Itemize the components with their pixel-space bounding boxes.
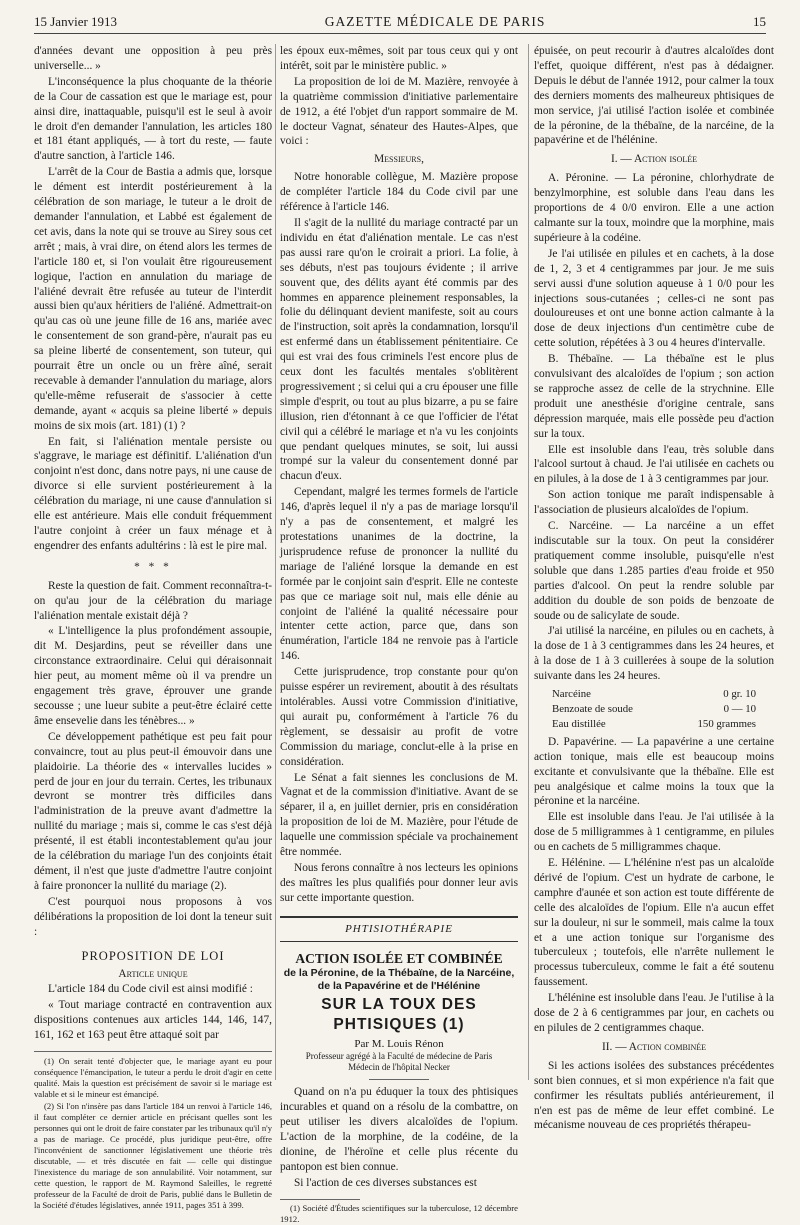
affiliation-line: Médecin de l'hôpital Necker <box>348 1062 450 1073</box>
paragraph: Ce développement pathétique est peu fait pour convaincre, tout au plus peut-il émouvoir dans une plaidoirie. La théorie des « intervalles lucides » perd de jour en jour du terrain. Certes, les tribunaux devront se montrer très difficiles dans l'administration de la preuve avant d'admettre la nullité du mariage ; mais si, comme le cas s'est déjà présenté, il est établi incontestablement qu'au jour de la célébration du mariage l'un des conjoints était dément, il n'est que juste d'admettre l'autre conjoint à faire prononcer la nullité du mariage (2). <box>34 730 272 892</box>
column-divider <box>528 44 529 1080</box>
footnote: (2) Si l'on n'insère pas dans l'article 184 un renvoi à l'article 146, il faut compléter ce dernier article en précisant quelles sont les personnes qui ont le droit de faire constater par les tribunaux qu'il n'y a pas de mariage. Ce procédé, plus juridique peut-être, offre l'inconvénient de sanctionner législativement une théorie très discutable, — et très discutée en fait — celle qui distingue l'inexistence du mariage de son annulabilité. Voir notamment, sur cette question, le rapport de M. Raymond Saleilles, le regretté professeur de la Faculté de droit de Paris, publié dans le Bulletin de la Société d'études législatives, année 1911, pages 351 à 399. <box>34 1100 272 1210</box>
journal-title: GAZETTE MÉDICALE DE PARIS <box>324 14 546 29</box>
paragraph: L'hélénine est insoluble dans l'eau. Je l'utilise à la dose de 2 à 6 centigrammes par jour, en cachets ou en pilules de 2 centigrammes chaque. <box>534 992 774 1034</box>
paragraph: Si l'action de ces diverses substances est <box>294 1176 477 1189</box>
footnotes <box>34 1051 272 1211</box>
paragraph: E. Hélénine. — L'hélénine n'est pas un alcaloïde dérivé de l'opium. C'est un hydrate de carbone, le camphre d'aunée et son action est toute différente de celle des alcaloïdes de l'opium. Elle n'a aucun effet sur la douleur, ni sur le sommeil, mais calme la toux et a une action tonique sur l'organisme des tuberculeux ; toutefois, elle n'arrête nullement le processus tuberculeux, comme le fait a été soutenu faussement. <box>534 857 774 989</box>
footnote: (1) On serait tenté d'objecter que, le mariage ayant eu pour conséquence l'émancipation, le tuteur a perdu le droit d'agir en cette qualité. Mais la question est précisément de savoir si le mariage est valable et si le mineur est émancipé. <box>34 1055 272 1099</box>
section-heading: I. — Action isolée <box>610 153 698 166</box>
paragraph: Je l'ai utilisée en pilules et en cachets, à la dose de 1, 2, 3 et 4 centigrammes par jour. Je me suis servi aussi d'une solution aqueuse à 1 0/0 pour les injections sous-cutanées ; celles-ci ne sont pas douloureuses et ont une bonne action calmante à la dose de deux injections d'un centimètre cube de cette solution, répétées à 3 ou 4 heures d'intervalle. <box>534 247 774 350</box>
affiliation-line: Professeur agrégé à la Faculté de médecine de Paris <box>305 1051 493 1062</box>
page-header <box>34 14 766 34</box>
paragraph: La proposition de loi de M. Mazière, renvoyée à la quatrième commission d'initiative parlementaire de 1912, a été l'objet d'un rapport sommaire de M. le docteur Vagnat, sénateur des Hautes-Alpes, que voici : <box>280 75 518 148</box>
divider <box>280 1199 360 1200</box>
salutation: Messieurs, <box>374 153 424 166</box>
paragraph: D. Papavérine. — La papavérine a une certaine action tonique, mais elle est beaucoup moins excitante et convulsivante que la thébaïne. Elle est peu analgésique et calme moins la toux que la péronine et la narcéine. <box>534 735 774 808</box>
paragraph: Cependant, malgré les termes formels de l'article 146, d'après lequel il n'y a pas de mariage lorsqu'il n'y a pas de consentement, et malgré les protestations unanimes de la doctrine, la jurisprudence refuse de prononcer la nullité du mariage de l'aliéné lorsque la demande en est formée par le conjoint sain d'esprit. Elle ne conteste pas que ce mariage soit nul, mais elle dénie au conjoint de l'aliéné la qualité nécessaire pour intenter cette action, parce que, dans son énumération, l'article 184 ne renvoie pas à l'article 146. <box>280 486 518 663</box>
paragraph: épuisée, on peut recourir à d'autres alcaloïdes dont l'effet, quoique différent, n'est pas à dédaigner. Depuis le début de l'année 1912, pour calmer la toux des derniers moments des malheureux phtisiques de mon service, j'ai utilisé l'action isolée et combinée de la péronine, de la thébaïne, de la narcéine, de la papavérine et de l'hélénine. <box>534 45 774 147</box>
prescription-table <box>534 687 774 732</box>
article-subtitle: de la Péronine, de la Thébaïne, de la Narcéine, <box>283 966 515 979</box>
paragraph: Quand on n'a pu éduquer la toux des phtisiques incurables et quand on a résolu de la combattre, on peut utiliser les divers alcaloïdes de l'opium. L'action de la morphine, de la codéine, de la dionine, de l'héroïne et celle plus récente du pantopon est bien connue. <box>280 1086 518 1173</box>
paragraph: C. Narcéine. — La narcéine a un effet indiscutable sur la toux. On peut la considérer pratiquement comme insoluble, puisqu'elle n'est soluble que dans 1.285 parties d'eau froide et 950 parties d'alcool. On peut la rendre soluble par addition du double de son poids de benzoate de soude ou de salicylate de soude. <box>534 520 774 622</box>
paragraph: L'article 184 du Code civil est ainsi modifié : <box>48 983 253 996</box>
article-author: Par M. Louis Rénon <box>354 1037 444 1050</box>
section-separator: * * * <box>134 560 172 573</box>
ingredient-name: Benzoate de soude <box>552 702 633 715</box>
column-divider <box>275 44 276 1080</box>
paragraph: L'inconséquence la plus choquante de la théorie de la Cour de cassation est que le mariage est, pour ainsi dire, inattaquable, puisqu'il est le seul à avoir le droit d'en demander l'annulation, les articles 180 et 181 étant appliqués, — à tort du reste, — faute d'autre sanction, à l'article 146. <box>34 75 272 163</box>
ingredient-name: Eau distillée <box>552 717 606 730</box>
column-middle <box>280 44 518 1224</box>
section-banner: PHTISIOTHÉRAPIE <box>280 916 518 942</box>
article-headline: SUR LA TOUX DES PHTISIQUES (1) <box>321 995 477 1033</box>
law-article-heading: Article unique <box>118 968 188 981</box>
paragraph: Reste la question de fait. Comment reconnaîtra-t-on qu'au jour de la célébration du mariage l'aliénation mentale existait déjà ? <box>34 579 272 622</box>
paragraph: A. Péronine. — La péronine, chlorhydrate de benzylmorphine, est soluble dans l'eau dans les proportions de 4 0/0 environ. Elle a une action calmante sur la toux, moindre que la morphine, mais supérieure à la codéine. <box>534 172 774 244</box>
page-number: 15 <box>752 14 766 29</box>
ingredient-qty: 0 gr. 10 <box>723 688 756 701</box>
column-right <box>534 44 774 1132</box>
paragraph: Si les actions isolées des substances précédentes sont bien connues, et si mon expérience n'a fait que confirmer les résultats publiés antérieurement, il n'en est pas de même de leur effet combiné. Le mécanisme nouveau de ces propriétés thérapeu- <box>534 1059 774 1132</box>
paragraph: C'est pourquoi nous proposons à vos délibérations la proposition de loi dont la teneur suit : <box>34 895 272 938</box>
column-left <box>34 44 272 1210</box>
prescription-row <box>534 717 774 732</box>
paragraph: Le Sénat a fait siennes les conclusions de M. Vagnat et de la commission d'initiative. Avant de se séparer, il a, en juillet dernier, pris en considération la proposition de loi de M. Mazière, pour l'étude de laquelle une commission spéciale va prochainement être nommée. <box>280 771 518 859</box>
paragraph: B. Thébaïne. — La thébaïne est le plus convulsivant des alcaloïdes de l'opium ; son action se rapproche assez de celle de la strychnine. Elle produit une anesthésie d'origine centrale, sans dépression marquée, mais elle possède peu d'action sur la toux. <box>534 353 774 440</box>
issue-date: 15 Janvier 1913 <box>34 14 118 29</box>
paragraph: Elle est insoluble dans l'eau. Je l'ai utilisée à la dose de 5 milligrammes à 1 centigramme, en pilules ou en cachets de 5 milligrammes chaque. <box>534 811 774 854</box>
ingredient-name: Narcéine <box>552 688 591 701</box>
ingredient-qty: 0 — 10 <box>723 702 756 715</box>
paragraph: En fait, si l'aliénation mentale persiste ou s'aggrave, le mariage est définitif. L'aliénation d'un conjoint n'est donc, dans notre pays, ni une cause de divorce si elle survient postérieurement à la célébration du mariage, ni une cause d'annulation si elle est antérieure. Mais elle conduit fréquemment l'autre conjoint à créer un faux ménage et à engendrer des enfants adultérins : là est le pire mal. <box>34 435 272 552</box>
prescription-row <box>534 702 774 717</box>
article-subtitle: de la Papavérine et de l'Hélénine <box>317 979 481 992</box>
paragraph: Notre honorable collègue, M. Mazière propose de compléter l'article 184 du Code civil par une référence à l'article 146. <box>280 171 518 214</box>
paragraph: Il s'agit de la nullité du mariage contracté par un individu en état d'aliénation mentale. Le cas n'est pas aussi rare qu'on le croirait a priori. La folie, à ses débuts, n'est pas toujours évidente ; il arrive souvent que, des délits ayant été commis par des hommes en apparence pleinement responsables, la folie du délinquant devient manifeste, soit au cours de l'instruction, soit après la condamnation, lorsqu'il est enfermé dans un établissement pénitentiaire. Ce qui est vrai des fous criminels l'est encore plus de ceux dont les facultés mentales s'oblitèrent progressivement ; si celui qui a cru épouser une fille simple d'esprit, ou tout au plus bizarre, a pu se faire illusion, rien d'étonnant à ce que l'officier de l'état civil qui a célébré le mariage et n'a vu les conjoints que pendant quelques minutes, se soit, lui aussi trompé sur la valeur du consentement donné par chacun d'eux. <box>280 216 518 483</box>
divider <box>369 1079 429 1080</box>
paragraph: Nous ferons connaître à nos lecteurs les opinions des maîtres les plus qualifiés pour donner leur avis sur cette importante question. <box>280 861 518 904</box>
paragraph: Son action tonique me paraît indispensable à l'association de plusieurs alcaloïdes de l'opium. <box>534 489 774 517</box>
author-affiliation <box>280 1051 518 1073</box>
paragraph: L'arrêt de la Cour de Bastia a admis que, lorsque le dément est interdit postérieurement à la célébration de son mariage, le tuteur a le droit de demander l'annulation, et Labbé est également de cet avis, dans la note qui se trouve au Sirey sous cet arrêt ; mais, à vrai dire, on étend alors les termes de l'article 180 et, si l'on voulait être rigoureusement logique, l'action en annulation du mariage de l'aliéné devrait être refusée au tuteur de l'interdit aussi bien qu'aux héritiers de l'aliéné. Admettrait-on qu'au cas où une jeune fille de 16 ans, mariée avec le consentement de son grand-père, n'aurait pas eu sa pleine liberté de consentement, son tuteur, qui pourrait être un oncle ou un frère aîné, serait recevable à demander l'annulation du mariage, alors qu'elle-même refuserait de s'associer à cette demande, ayant « acquis sa pleine liberté » depuis moins de six mois (art. 181) (1) ? <box>34 166 272 432</box>
article-title: ACTION ISOLÉE ET COMBINÉE <box>295 950 503 966</box>
paragraph: J'ai utilisé la narcéine, en pilules ou en cachets, à la dose de 1 à 3 centigrammes dans les 24 heures, et à la dose de 1 à 3 cuillerées à soupe de la solution suivante dans les 24 heures. <box>534 625 774 683</box>
quote-paragraph: « L'intelligence la plus profondément assoupie, dit M. Desjardins, peut se réveiller dans une circonstance extraordinaire. Celui qui déraisonnait hier peut, au moment même où il va prendre un engagement très grave, éprouver une grande secousse ; une lueur subite a peut-être éclairé cette âme ensevelie dans les ténèbres... » <box>34 625 272 727</box>
paragraph: les époux eux-mêmes, soit par tous ceux qui y ont intérêt, soit par le ministère public. » <box>280 45 518 72</box>
paragraph: Elle est insoluble dans l'eau, très soluble dans l'alcool surtout à chaud. Je l'ai utilisée en cachets ou en pilules, à la dose de 1 à 3 centigrammes par jour. <box>534 443 774 486</box>
ingredient-qty: 150 grammes <box>697 717 756 730</box>
section-heading: II. — Action combinée <box>601 1040 707 1053</box>
footnote: (1) Société d'Études scientifiques sur la tuberculose, 12 décembre 1912. <box>280 1202 518 1224</box>
paragraph: d'années devant une opposition à peu près universelle... » <box>34 45 272 72</box>
paragraph: « Tout mariage contracté en contravention aux dispositions contenues aux articles 144, 146, 147, 161, 162 et 163 peut être attaqué soit par <box>34 999 272 1041</box>
paragraph: Cette jurisprudence, trop constante pour qu'on puisse espérer un revirement, aboutit à des résultats intolérables. Aussi votre Commission d'initiative, qui aurait pu, conformément à l'article 76 du règlement, se dessaisir au profit de votre Commission du mariage, conclut-elle à la prise en considération. <box>280 666 518 768</box>
prescription-row <box>534 687 774 702</box>
law-title: PROPOSITION DE LOI <box>81 949 225 964</box>
